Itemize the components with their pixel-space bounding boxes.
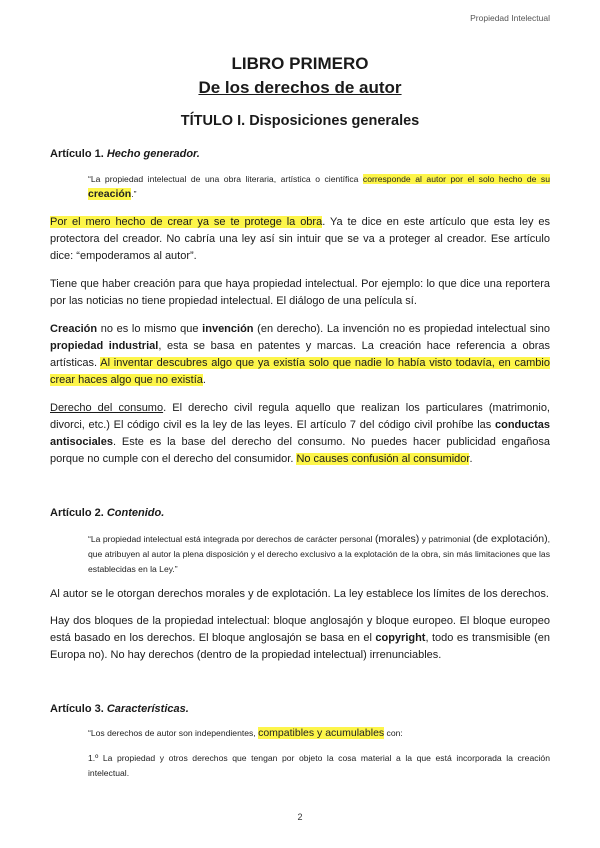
article-1-heading bbox=[50, 147, 550, 161]
article-3-quote-1: “Los derechos de autor son independientes, compatibles y acumulables con: bbox=[88, 727, 403, 739]
article-3-label: Artículo 3. bbox=[50, 703, 104, 715]
article-1-paragraph-2: Tiene que haber creación para que haya propiedad intelectual. Por ejemplo: lo que dice una reportera por las noticias no tiene propiedad intelectual. El diálogo de una película sí. bbox=[50, 278, 550, 307]
article-1-paragraph-1: Por el mero hecho de crear ya se te protege la obra. Ya te dice en este artículo que esta ley es protectora del creador. No cabría una ley así sin intuir que se va a proteger al creador. Ese artículo dice: “empoderamos al autor”. bbox=[50, 216, 550, 262]
article-3-quote-2: 1.º La propiedad y otros derechos que tengan por objeto la cosa material a la que está incorporada la creación intelectual. bbox=[88, 753, 550, 778]
book-title: LIBRO PRIMERO bbox=[231, 54, 369, 73]
page-content bbox=[50, 54, 550, 781]
article-2-paragraph-1: Al autor se le otorgan derechos morales y de explotación. La ley establece los límites de los derechos. bbox=[50, 588, 549, 600]
article-2-label: Artículo 2. bbox=[50, 507, 104, 519]
article-1-paragraph-3: Creación no es lo mismo que invención (en derecho). La invención no es propiedad intelectual sino propiedad industrial, esta se basa en patentes y marcas. La creación hace referencia a obras artísticas. Al inventar descubres algo que ya existía solo que nadie lo había visto todavía, en cambio crear haces algo que no existía. bbox=[50, 323, 550, 386]
article-1-name: Hecho generador. bbox=[106, 148, 200, 160]
article-3-heading bbox=[50, 702, 550, 716]
book-subtitle: De los derechos de autor bbox=[198, 78, 402, 97]
article-2-paragraph-2: Hay dos bloques de la propiedad intelectual: bloque anglosajón y bloque europeo. El bloque europeo está basado en los derechos. El bloque anglosajón se basa en el copyright, todo es transmisible (en Europa no). No hay derechos (dentro de la propiedad intelectual) irrenunciables. bbox=[50, 615, 551, 661]
article-3-name: Características. bbox=[106, 703, 189, 715]
article-1-label: Artículo 1. bbox=[50, 148, 104, 160]
article-2-quote: “La propiedad intelectual está integrada por derechos de carácter personal (morales) y patrimonial (de explotación), que atribuyen al autor la plena disposición y el derecho exclusivo a la explotación de la obra, sin más limitaciones que las establecidas en la Ley.” bbox=[88, 533, 551, 574]
article-2-name: Contenido. bbox=[106, 507, 165, 519]
page-number: 2 bbox=[297, 812, 303, 822]
article-2-heading bbox=[50, 506, 550, 520]
article-1-quote: “La propiedad intelectual de una obra literaria, artística o científica corresponde al autor por el solo hecho de su creación.” bbox=[88, 174, 550, 200]
article-1-paragraph-4: Derecho del consumo. El derecho civil regula aquello que realizan los particulares (matrimonio, divorci, etc.) El código civil es la ley de las leyes. El artículo 7 del código civil prohíbe las conductas antisociales. Este es la base del derecho del consumo. No puedes hacer publicidad engañosa porque no cumple con el derecho del consumidor. No causes confusión al consumidor. bbox=[50, 402, 550, 465]
titulo-heading: TÍTULO I. Disposiciones generales bbox=[180, 113, 420, 129]
running-header: Propiedad Intelectual bbox=[470, 13, 550, 23]
